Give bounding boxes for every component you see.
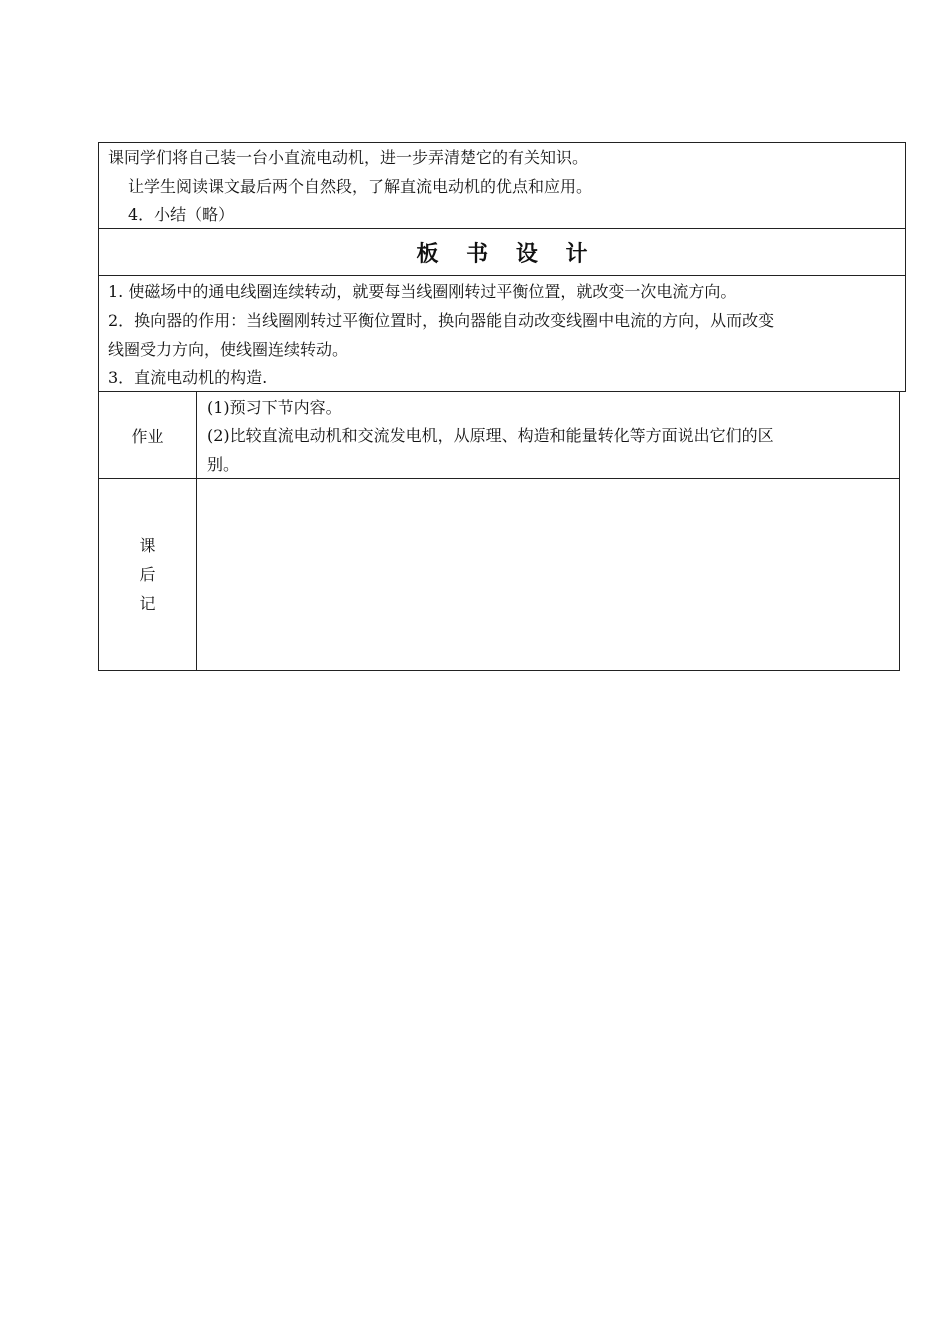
notes-label-char: 课 xyxy=(139,536,156,555)
homework-line: (1)预习下节内容。 xyxy=(207,398,342,417)
homework-label: 作业 xyxy=(131,426,164,446)
homework-line: (2)比较直流电动机和交流发电机，从原理、构造和能量转化等方面说出它们的区 xyxy=(207,426,774,445)
board-design-header xyxy=(98,228,906,276)
board-design-line: 3．直流电动机的构造. xyxy=(108,368,268,387)
notes-label-char: 记 xyxy=(139,594,156,613)
lesson-step-line: 课同学们将自己装一台小直流电动机，进一步弄清楚它的有关知识。 xyxy=(108,148,589,167)
after-class-notes-label xyxy=(139,531,155,618)
board-design-line: 线圈受力方向，使线圈连续转动。 xyxy=(108,340,349,359)
after-class-notes-row xyxy=(98,478,900,671)
notes-label-char: 后 xyxy=(139,565,156,584)
board-design-content xyxy=(98,275,906,392)
board-design-title: 板 书 设 计 xyxy=(416,241,598,267)
homework-row xyxy=(98,391,900,479)
board-design-line: 1. 使磁场中的通电线圈连续转动，就要每当线圈刚转过平衡位置，就改变一次电流方向。 xyxy=(108,282,737,301)
homework-label-cell xyxy=(98,391,197,479)
homework-line: 别。 xyxy=(207,455,240,474)
lesson-step-line: 4．小结（略） xyxy=(128,205,235,224)
after-class-notes-label-cell xyxy=(98,478,197,671)
lesson-steps-section xyxy=(98,142,906,229)
board-design-line: 2．换向器的作用：当线圈刚转过平衡位置时，换向器能自动改变线圈中电流的方向，从而改变 xyxy=(108,311,775,330)
lesson-step-line: 让学生阅读课文最后两个自然段，了解直流电动机的优点和应用。 xyxy=(128,177,593,196)
